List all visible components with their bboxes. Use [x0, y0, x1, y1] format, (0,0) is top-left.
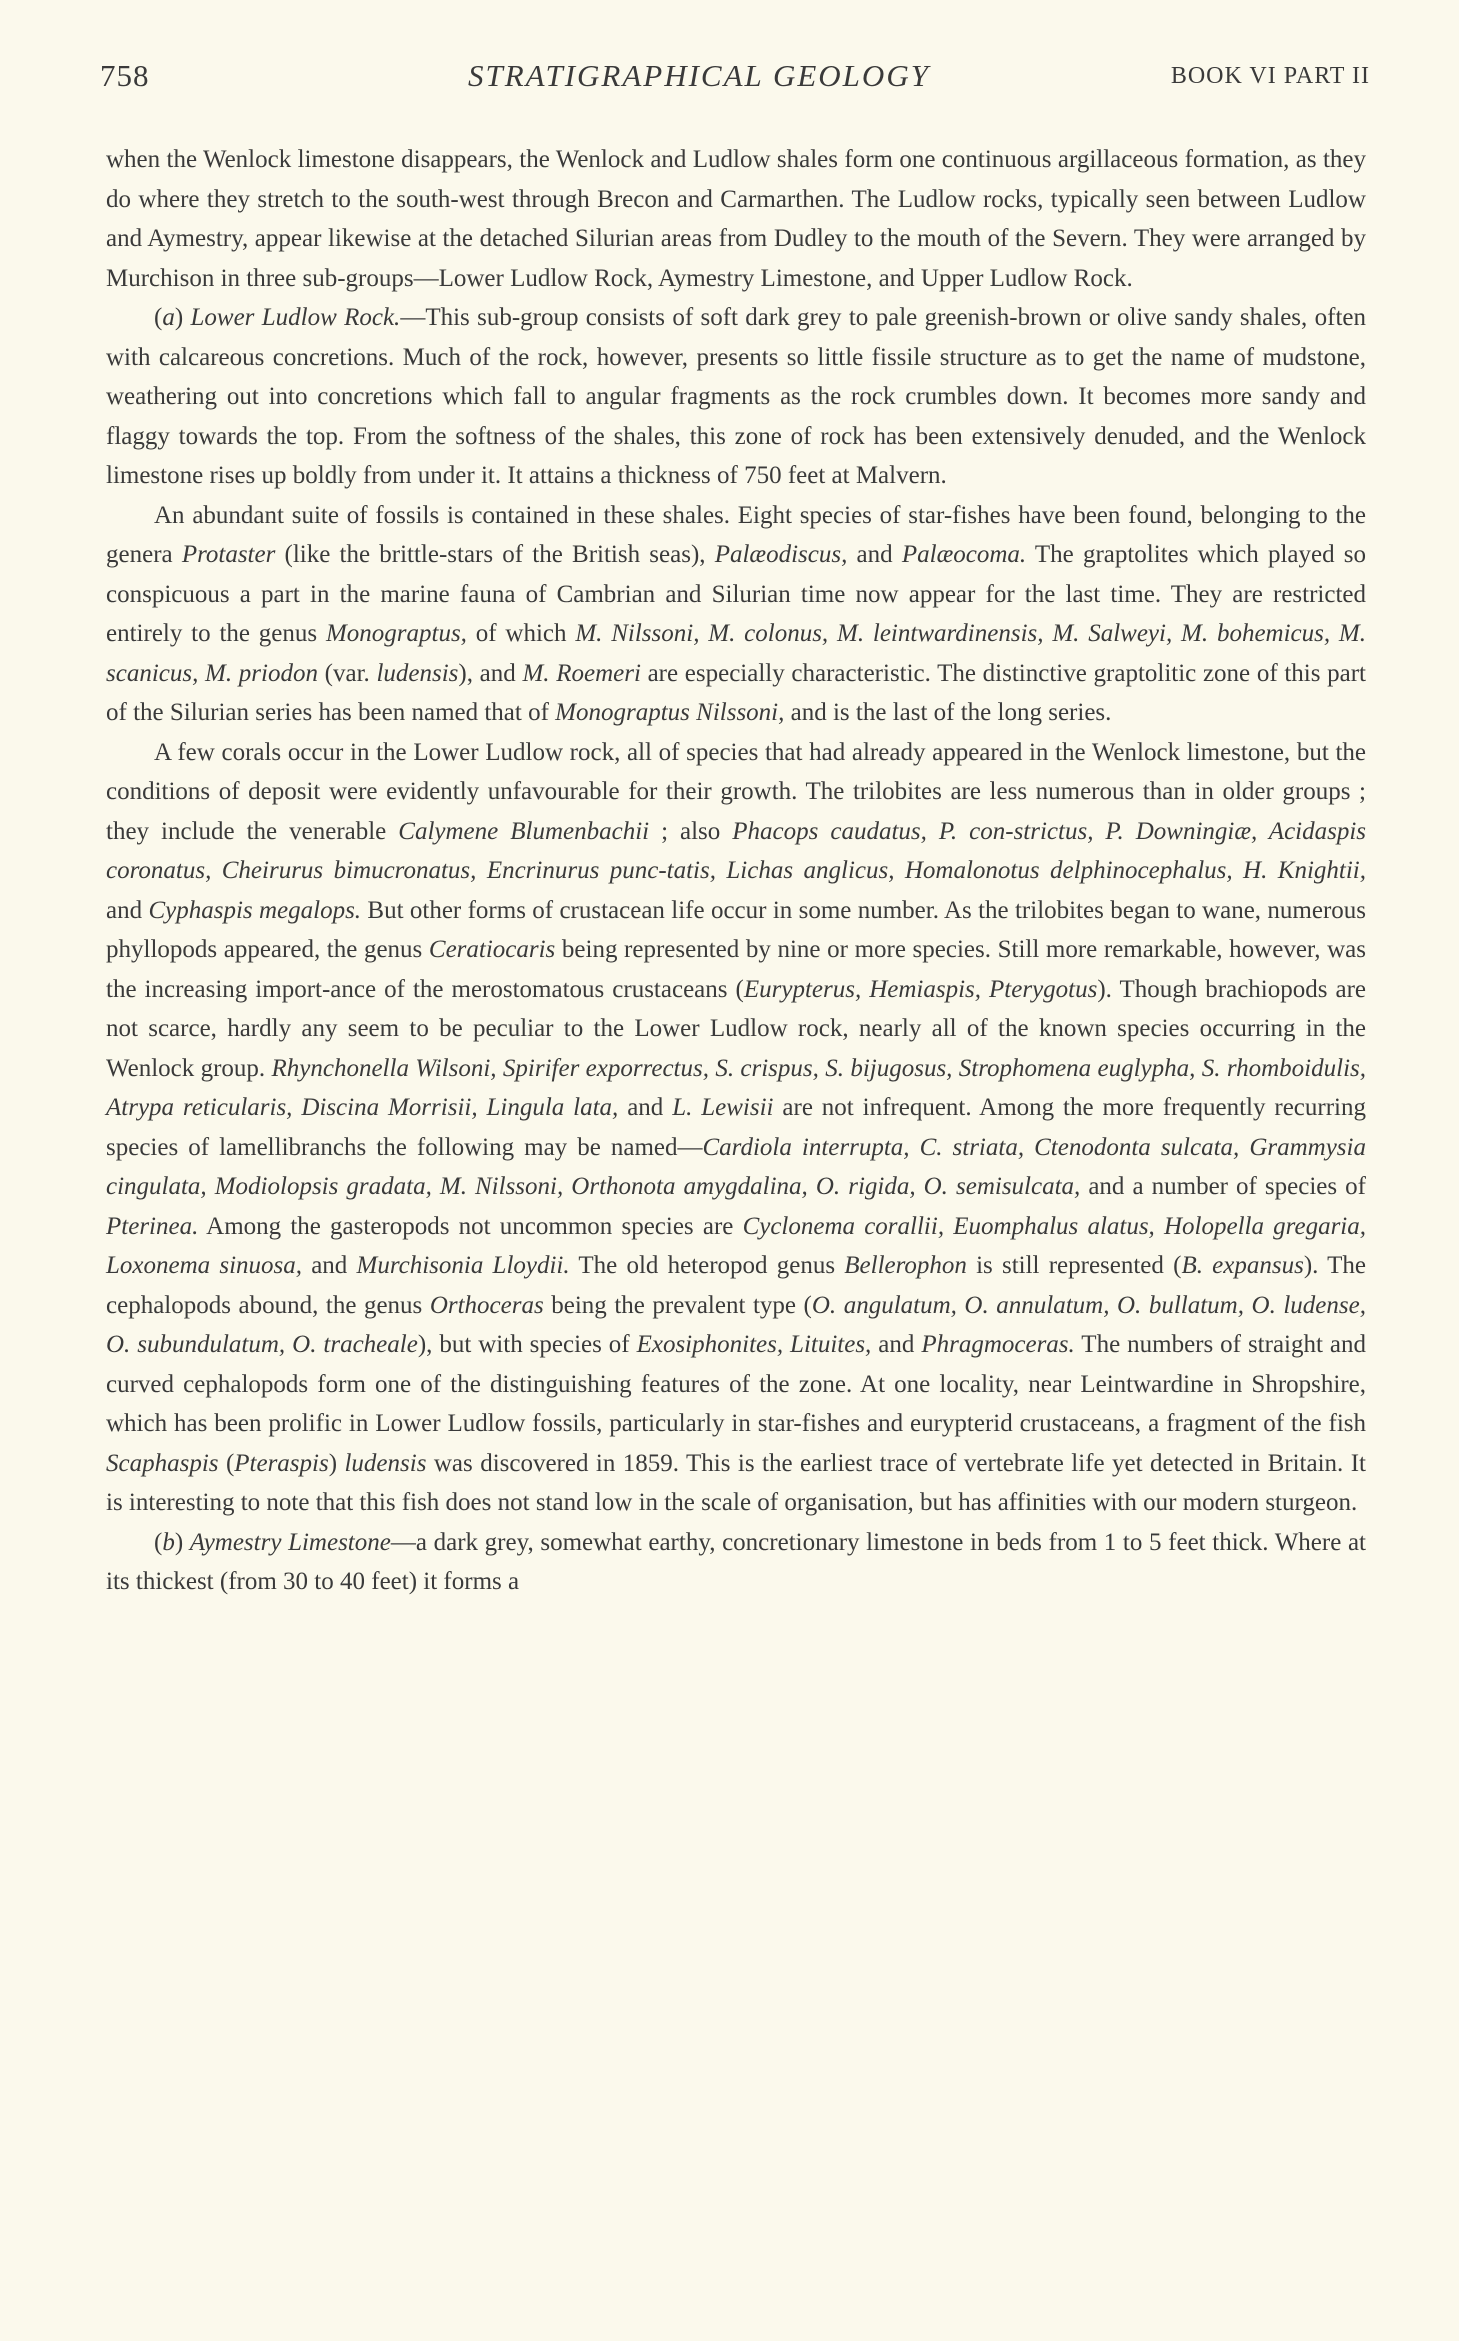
- italic-run: ludensis: [376, 659, 459, 687]
- text-run: ; also: [649, 817, 733, 845]
- body-text: [106, 140, 1366, 1602]
- text-run: ). Though brachiopods are not scarce, hardly any seem to be peculiar to the Lower Ludlow rock, nearly all of the known species occurring in the Wenlock group.: [106, 975, 1366, 1082]
- italic-run: Cardiola interrupta, C. striata, Ctenodonta sulcata, Grammysia cingulata, Modiolopsis gradata, M. Nilssoni, Orthonota amygdalina, O. rigida, O. semisulcata,: [106, 1133, 1366, 1200]
- text-run: —a dark grey, somewhat earthy, concretionary limestone in beds from 1 to 5 feet thick. Where at its thickest (from 30 to 40 feet) it forms a: [106, 1528, 1366, 1595]
- italic-run: Rhynchonella Wilsoni, Spirifer exporrectus, S. crispus, S. bijugosus, Strophomena euglypha, S. rhomboidulis, Atrypa reticularis, Discina Morrisii, Lingula lata,: [106, 1054, 1366, 1121]
- text-run: (: [218, 1449, 235, 1477]
- text-run: (like the brittle-stars of the British seas),: [275, 541, 715, 568]
- italic-run: Ceratiocaris: [428, 936, 556, 963]
- italic-run: M. Roemeri: [522, 659, 641, 687]
- italic-run: Bellerophon: [844, 1252, 967, 1279]
- italic-run: Exosiphonites, Lituites,: [636, 1331, 872, 1358]
- text-run: (: [154, 1528, 163, 1556]
- italic-run: Orthoceras: [429, 1291, 544, 1319]
- text-run: The numbers of straight and curved cephalopods form one of the distinguishing features of the zone. At one locality, near Leintwardine in Shropshire, which has been prolific in Lower Ludlow fossils, particularly in star-fishes and eurypterid crustaceans, a fragment of the fish: [106, 1331, 1366, 1437]
- running-title: STRATIGRAPHICAL GEOLOGY: [468, 58, 930, 93]
- text-run: ): [174, 304, 191, 331]
- text-run: But other forms of crustacean life occur in some number. As the trilobites began to wane, numerous phyllopods appeared, the genus: [106, 896, 1366, 963]
- italic-run: Cyclonema corallii, Euomphalus alatus, Holopella gregaria, Loxonema sinuosa,: [106, 1212, 1366, 1279]
- italic-run: Pteraspis: [234, 1449, 329, 1477]
- italic-run: Eurypterus, Hemiaspis, Pterygotus: [743, 975, 1098, 1003]
- text-run: and: [106, 896, 149, 924]
- italic-run: ludensis: [344, 1449, 427, 1477]
- text-run: The graptolites which played so conspicuous a part in the marine fauna of Cambrian and Silurian time now appear for the last time. They are restricted entirely to the genus: [106, 541, 1366, 647]
- text-run: and is the last of the long series.: [784, 699, 1112, 726]
- text-run: An abundant suite of fossils is contained in these shales. Eight species of star-fishes have been found, belonging to the genera: [106, 501, 1366, 568]
- text-run: when the Wenlock limestone disappears, the Wenlock and Ludlow shales form one continuous argillaceous formation, as they do where they stretch to the south-west through Brecon and Carmarthen. The Ludlow rocks, typically seen between Ludlow and Aymestry, appear likewise at the detached Silurian areas from Dudley to the mouth of the Severn. They were arranged by Murchison in three sub-groups—Lower Ludlow Rock, Aymestry Limestone, and Upper Ludlow Rock.: [106, 146, 1366, 292]
- italic-run: Protaster: [181, 541, 276, 568]
- text-run: of which: [466, 620, 576, 647]
- text-run: is still represented (: [966, 1252, 1182, 1279]
- text-run: and: [871, 1331, 922, 1358]
- italic-run: O. angulatum, O. annulatum, O. bullatum, O. ludense, O. subundulatum, O. tracheale: [106, 1291, 1366, 1358]
- italic-run: Palæocoma.: [901, 541, 1027, 568]
- text-run: being represented by nine or more species. Still more remarkable, however, was the increasing import-ance of the merostomatous crustaceans (: [106, 936, 1366, 1003]
- text-run: are especially characteristic. The distinctive graptolitic zone of this part of the Silurian series has been named that of: [106, 659, 1366, 726]
- italic-run: a: [162, 304, 175, 331]
- text-run: ): [328, 1449, 345, 1477]
- italic-run: Lower Ludlow Rock.: [190, 304, 401, 331]
- text-run: ), but with species of: [417, 1331, 637, 1358]
- paragraph: [106, 140, 1366, 298]
- italic-run: Pterinea.: [106, 1212, 199, 1240]
- text-run: A few corals occur in the Lower Ludlow rock, all of species that had already appeared in the Wenlock limestone, but the conditions of deposit were evidently unfavourable for their growth. The trilobites are less numerous than in older groups ; they include the venerable: [106, 738, 1366, 845]
- text-run: Among the gasteropods not uncommon species are: [198, 1212, 743, 1240]
- italic-run: Phragmoceras.: [921, 1331, 1075, 1358]
- text-run: (: [154, 304, 163, 331]
- text-run: and: [302, 1252, 357, 1279]
- italic-run: Aymestry Limestone: [189, 1528, 391, 1556]
- italic-run: B. expansus: [1181, 1252, 1304, 1279]
- italic-run: Palæodiscus,: [714, 541, 848, 568]
- italic-run: Scaphaspis: [106, 1449, 219, 1477]
- text-run: ). The cephalopods abound, the genus: [106, 1252, 1366, 1319]
- italic-run: b: [162, 1528, 175, 1556]
- italic-run: L. Lewisii: [672, 1094, 774, 1121]
- text-run: and: [618, 1094, 673, 1121]
- book-part-label: BOOK VI PART II: [1170, 63, 1370, 89]
- text-run: and: [847, 541, 902, 568]
- text-run: was discovered in 1859. This is the earliest trace of vertebrate life yet detected in Britain. It is interesting to note that this fish does not stand low in the scale of organisation, but has affinities with our modern sturgeon.: [106, 1449, 1366, 1516]
- paragraph: [106, 496, 1366, 733]
- page-number: 758: [100, 58, 150, 93]
- paragraph: [106, 298, 1366, 496]
- text-run: The old heteropod genus: [569, 1252, 845, 1279]
- italic-run: Phacops caudatus, P. con-strictus, P. Downingiæ, Acidaspis coronatus, Cheirurus bimucronatus, Encrinurus punc-tatis, Lichas anglicus, Homalonotus delphinocephalus, H. Knightii,: [106, 817, 1367, 884]
- text-run: being the prevalent type (: [543, 1291, 812, 1319]
- italic-run: Cyphaspis megalops.: [148, 896, 362, 924]
- text-run: ): [174, 1528, 190, 1556]
- italic-run: Murchisonia Lloydii.: [356, 1252, 570, 1279]
- text-run: and a number of species of: [1080, 1173, 1366, 1200]
- text-run: ), and: [458, 659, 523, 687]
- text-run: (var.: [317, 659, 377, 687]
- text-run: are not infrequent. Among the more frequently recurring species of lamellibranchs the following may be named—: [106, 1094, 1366, 1161]
- text-run: —This sub-group consists of soft dark grey to pale greenish-brown or olive sandy shales, often with calcareous concretions. Much of the rock, however, presents so little fissile structure as to get the name of mudstone, weathering out into concretions which fall to angular fragments as the rock crumbles down. It becomes more sandy and flaggy towards the top. From the softness of the shales, this zone of rock has been extensively denuded, and the Wenlock limestone rises up boldly from under it. It attains a thickness of 750 feet at Malvern.: [106, 304, 1366, 489]
- running-header: [100, 58, 1370, 98]
- italic-run: Calymene Blumenbachii: [398, 817, 650, 845]
- italic-run: M. Nilssoni, M. colonus, M. leintwardinensis, M. Salweyi, M. bohemicus, M. scanicus, M. priodon: [106, 620, 1367, 687]
- paragraph: [106, 1523, 1366, 1602]
- paragraph: [106, 733, 1366, 1523]
- italic-run: Monograptus,: [325, 620, 467, 647]
- italic-run: Monograptus Nilssoni,: [555, 699, 785, 726]
